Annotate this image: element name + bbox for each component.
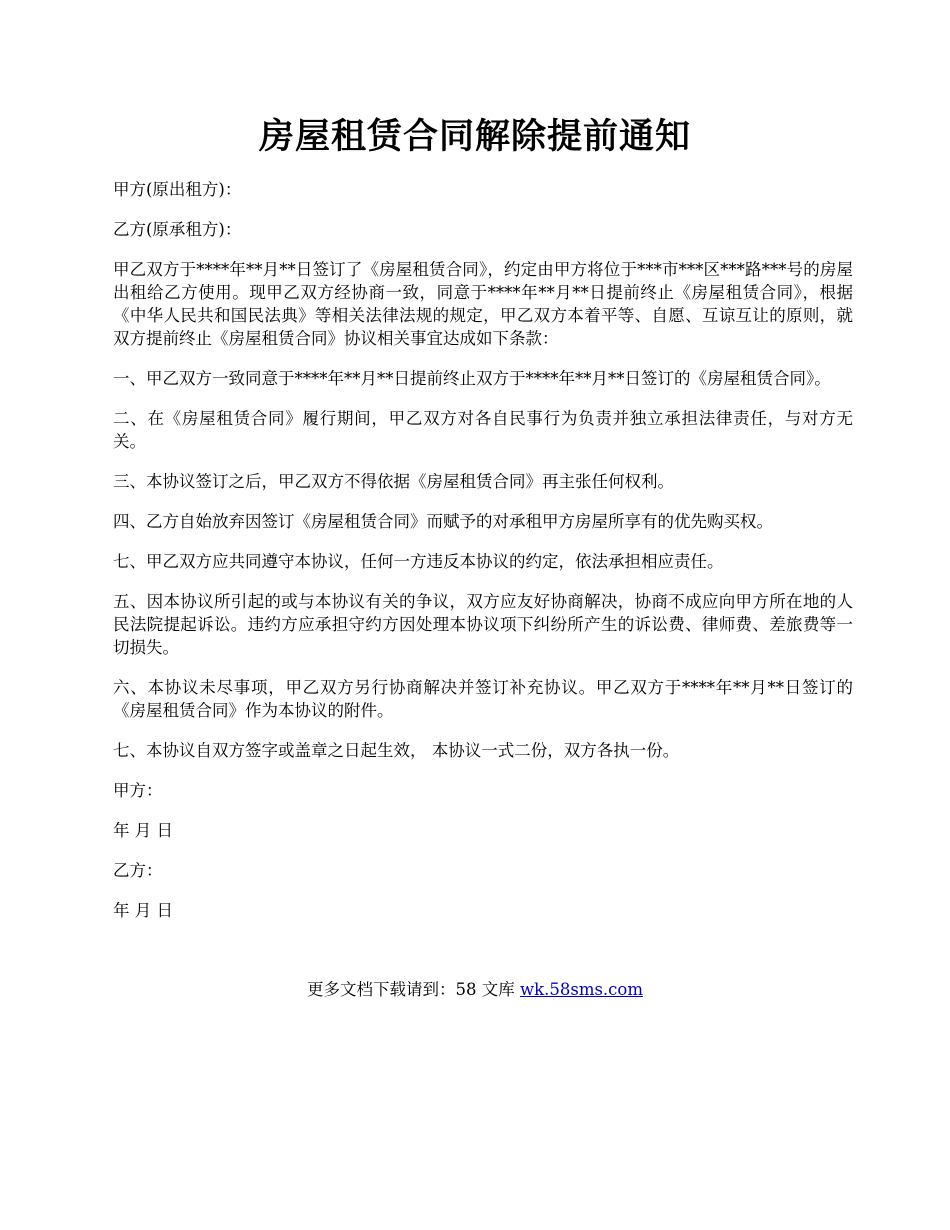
date-party-b: 年 月 日: [113, 901, 173, 920]
clause-7b: 七、本协议自双方签字或盖章之日起生效， 本协议一式二份，双方各执一份。: [113, 741, 680, 760]
party-a-line: 甲方(原出租方)：: [113, 180, 242, 199]
document-title: 房屋租赁合同解除提前通知: [258, 116, 691, 157]
footer-text: 更多文档下载请到：58 文库: [306, 980, 520, 999]
footer-link[interactable]: wk.58sms.com: [519, 980, 643, 999]
signature-party-b: 乙方：: [113, 861, 163, 880]
clause-2: 二、在《房屋租赁合同》履行期间，甲乙双方对各自民事行为负责并独立承担法律责任，与对方无关。: [113, 409, 853, 451]
signature-party-a: 甲方：: [113, 781, 163, 800]
clause-1: 一、甲乙双方一致同意于****年**月**日提前终止双方于****年**月**日签订的《房屋租赁合同》。: [113, 369, 831, 388]
clause-4: 四、乙方自始放弃因签订《房屋租赁合同》而赋予的对承租甲方房屋所享有的优先购买权。: [113, 512, 773, 531]
document-body: [113, 178, 853, 939]
clause-3: 三、本协议签订之后，甲乙双方不得依据《房屋租赁合同》再主张任何权利。: [113, 472, 674, 491]
clause-5: 五、因本协议所引起的或与本协议有关的争议，双方应友好协商解决，协商不成应向甲方所在地的人民法院提起诉讼。违约方应承担守约方因处理本协议项下纠纷所产生的诉讼费、律师费、差旅费等一切损失。: [113, 592, 853, 657]
party-b-line: 乙方(原承租方)：: [113, 220, 242, 239]
clause-6: 六、本协议未尽事项，甲乙双方另行协商解决并签订补充协议。甲乙双方于****年**月**日签订的《房屋租赁合同》作为本协议的附件。: [113, 678, 853, 720]
download-footer: [0, 978, 950, 1002]
preamble-paragraph: 甲乙双方于****年**月**日签订了《房屋租赁合同》，约定由甲方将位于***市***区***路***号的房屋出租给乙方使用。现甲乙双方经协商一致，同意于****年**月**日提前终止《房屋租赁合同》，根据《中华人民共和国民法典》等相关法律法规的规定，甲乙双方本着平等、自愿、互谅互让的原则，就双方提前终止《房屋租赁合同》协议相关事宜达成如下条款：: [113, 260, 854, 348]
date-party-a: 年 月 日: [113, 821, 173, 840]
clause-7a: 七、甲乙双方应共同遵守本协议，任何一方违反本协议的约定，依法承担相应责任。: [113, 552, 724, 571]
